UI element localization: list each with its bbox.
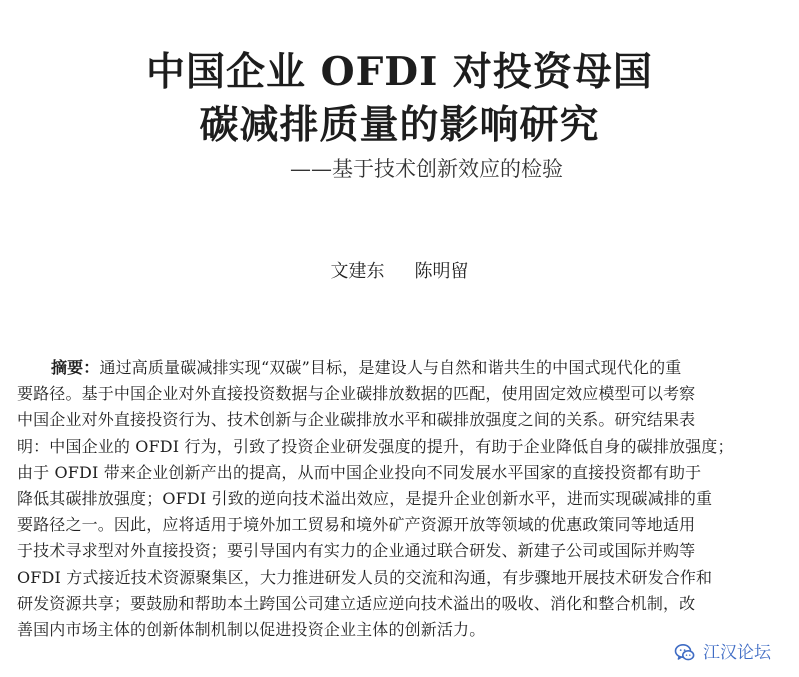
paper-title-line-1: 中国企业 OFDI 对投资母国: [146, 49, 653, 95]
author-name-1: 文建东: [330, 261, 385, 282]
wechat-icon: [673, 641, 697, 665]
paper-title-line-2: 碳减排质量的影响研究: [199, 102, 600, 148]
abstract-line-10: 研发资源共享；要鼓励和帮助本土跨国公司建立适应逆向技术溢出的吸收、消化和整合机制，改: [17, 593, 696, 613]
abstract-line-3: 中国企业对外直接投资行为、技术创新与企业碳排放水平和碳排放强度之间的关系。研究结果表: [17, 410, 696, 430]
abstract-line-4: 明：中国企业的 OFDI 行为，引致了投资企业研发强度的提升，有助于企业降低自身的碳排放强度；: [17, 436, 734, 456]
paper-subtitle: ——基于技术创新效应的检验: [290, 157, 563, 181]
abstract-line-2: 要路径。基于中国企业对外直接投资数据与企业碳排放数据的匹配，使用固定效应模型可以考察: [17, 384, 696, 404]
abstract-line-7: 要路径之一。因此，应将适用于境外加工贸易和境外矿产资源开放等领域的优惠政策同等地适用: [17, 515, 696, 535]
abstract-line-6: 降低其碳排放强度；OFDI 引致的逆向技术溢出效应，是提升企业创新水平，进而实现碳减排的重: [17, 489, 713, 509]
abstract-line-9: OFDI 方式接近技术资源聚集区，大力推进研发人员的交流和沟通，有步骤地开展技术研发合作和: [17, 567, 713, 587]
author-list: [0, 260, 799, 284]
author-name-2: 陈明留: [414, 261, 469, 282]
abstract-section: [17, 355, 783, 643]
abstract-label: 摘要：: [51, 358, 100, 377]
abstract-line-8: 于技术寻求型对外直接投资；要引导国内有实力的企业通过联合研发、新建子公司或国际并购等: [17, 541, 696, 561]
watermark-text: 江汉论坛: [703, 643, 771, 663]
abstract-text-line-1: 通过高质量碳减排实现“双碳”目标，是建设人与自然和谐共生的中国式现代化的重: [99, 358, 682, 377]
wechat-watermark: [667, 637, 779, 669]
abstract-line-1: [17, 355, 783, 381]
abstract-line-11: 善国内市场主体的创新体制机制以促进投资企业主体的创新活力。: [17, 620, 486, 640]
abstract-line-5: 由于 OFDI 带来企业创新产出的提高，从而中国企业投向不同发展水平国家的直接投资都有助于: [17, 462, 702, 482]
